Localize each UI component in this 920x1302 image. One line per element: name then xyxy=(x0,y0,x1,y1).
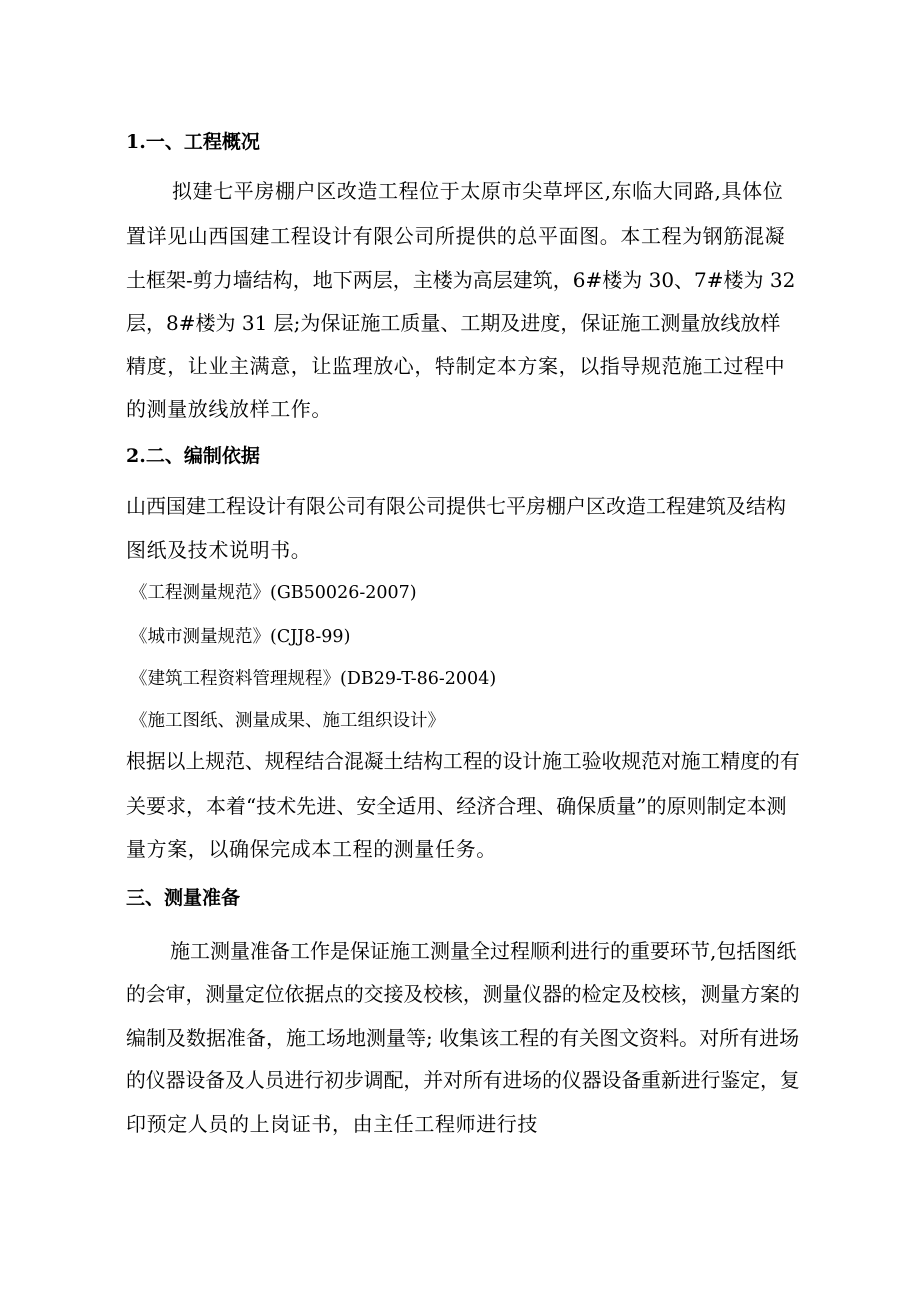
section-1-line-6: 的测量放线放样工作。 xyxy=(126,397,332,421)
section-3-line-1: 施工测量准备工作是保证施工测量全过程顺利进行的重要环节,包括图纸 xyxy=(170,939,797,963)
reference-item: 《施工图纸、测量成果、施工组织设计》 xyxy=(130,711,445,731)
section-2-closing-line-1: 根据以上规范、规程结合混凝土结构工程的设计施工验收规范对施工精度的有 xyxy=(126,750,800,773)
section-2-intro-line-2: 图纸及技术说明书。 xyxy=(126,538,312,562)
section-1-line-2: 置详见山西国建工程设计有限公司所提供的总平面图。本工程为钢筋混凝 xyxy=(126,224,786,248)
section-2-closing-line-3: 量方案，以确保完成本工程的测量任务。 xyxy=(126,837,497,861)
section-1-line-4: 层，8#楼为 31 层;为保证施工质量、工期及进度，保证施工测量放线放样 xyxy=(126,311,781,335)
section-2-intro-line-1: 山西国建工程设计有限公司有限公司提供七平房棚户区改造工程建筑及结构 xyxy=(126,494,786,518)
section-3-line-4: 的仪器设备及人员进行初步调配，并对所有进场的仪器设备重新进行鉴定，复 xyxy=(126,1069,800,1092)
section-1-heading: 1.一、工程概况 xyxy=(126,131,260,153)
reference-item: 《城市测量规范》(CJJ8-99) xyxy=(130,627,351,647)
reference-item: 《建筑工程资料管理规程》(DB29-T-86-2004) xyxy=(130,669,497,689)
section-3-line-2: 的会审，测量定位依据点的交接及校核，测量仪器的检定及校核，测量方案的 xyxy=(126,983,800,1006)
section-1-line-1: 拟建七平房棚户区改造工程位于太原市尖草坪区,东临大同路,具体位 xyxy=(172,179,784,203)
section-2-heading: 2.二、编制依据 xyxy=(126,445,260,467)
section-3-heading: 三、测量准备 xyxy=(126,887,241,909)
section-3-line-5: 印预定人员的上岗证书，由主任工程师进行技 xyxy=(126,1112,538,1136)
section-2-closing-line-2: 关要求，本着“技术先进、安全适用、经济合理、确保质量”的原则制定本测 xyxy=(126,794,787,818)
section-3-line-3: 编制及数据准备，施工场地测量等; 收集该工程的有关图文资料。对所有进场 xyxy=(126,1026,800,1050)
section-1-line-5: 精度，让业主满意，让监理放心，特制定本方案，以指导规范施工过程中 xyxy=(126,354,786,378)
reference-item: 《工程测量规范》(GB50026-2007) xyxy=(130,583,417,603)
section-1-line-3: 土框架-剪力墙结构，地下两层，主楼为高层建筑，6#楼为 30、7#楼为 32 xyxy=(126,268,796,292)
